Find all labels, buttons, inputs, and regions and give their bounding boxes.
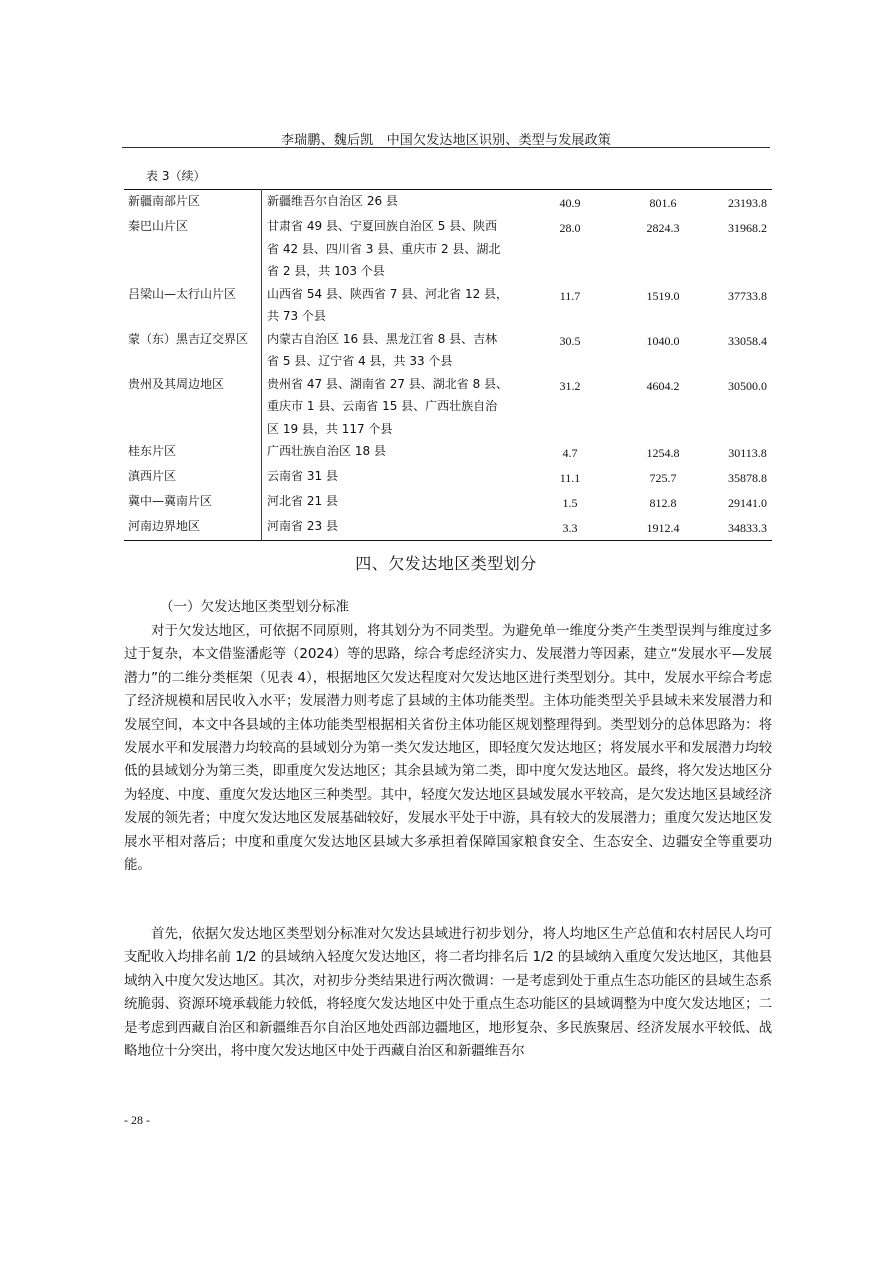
body-paragraph: 对于欠发达地区，可依据不同原则，将其划分为不同类型。为避免单一维度分类产生类型误判与维度过多过于复杂，本文借鉴潘彪等（2024）等的思路，综合考虑经济实力、发展潜力等因素，建立“发展水平—发展潜力”的二维分类框架（见表 4），根据地区欠发达程度对欠发达地区进行类型划分。其中，发展水平综合考虑了经济规模和居民收入水平；发展潜力则考虑了县域的主体功能类型。主体功能类型关乎县域未来发展潜力和发展空间，本文中各县域的主体功能类型根据相关省份主体功能区规划整理得到。类型划分的总体思路为：将发展水平和发展潜力均较高的县域划分为第一类欠发达地区，即轻度欠发达地区；将发展水平和发展潜力均较低的县域划分为第三类，即重度欠发达地区；其余县域为第二类，即中度欠发达地区。最终，将欠发达地区分为轻度、中度、重度欠发达地区三种类型。其中，轻度欠发达地区县域发展水平较高，是欠发达地区县域经济发展的领先者；中度欠发达地区发展基础较好，发展水平处于中游，具有较大的发展潜力；重度欠发达地区发展水平相对落后；中度和重度欠发达地区县域大多承担着保障国家粮食安全、生态安全、边疆安全等重要功能。 [124,623,772,874]
table-row [124,283,772,328]
value-cell: 1519.0 [646,288,680,303]
value-cell: 11.1 [559,471,581,485]
region-cell: 吕梁山—太行山片区 [128,286,237,301]
value-cell: 4604.2 [646,378,680,393]
value-cell: 30.5 [559,333,581,348]
value-cell: 23193.8 [728,196,767,210]
region-cell: 秦巴山片区 [128,219,189,233]
value-cell: 1040.0 [646,333,680,348]
counties-cell: 新疆维吾尔自治区 26 县 [262,190,518,216]
table-row [124,465,772,490]
region-cell: 蒙（东）黑吉辽交界区 [128,331,249,346]
value-cell: 11.7 [559,288,581,303]
value-cell: 4.7 [562,446,578,460]
value-cell: 725.7 [649,471,677,485]
value-cell: 35878.8 [728,471,767,485]
header-rule [122,147,770,148]
region-cell: 桂东片区 [128,444,177,458]
value-cell: 812.8 [649,496,677,510]
counties-cell: 河北省 21 县 [262,490,518,515]
table-row [124,190,772,216]
counties-cell: 甘肃省 49 县、宁夏回族自治区 5 县、陕西省 42 县、四川省 3 县、重庆市 2 县、湖北省 2 县，共 103 个县 [262,215,518,283]
counties-cell: 山西省 54 县、陕西省 7 县、河北省 12 县，共 73 个县 [262,283,518,328]
counties-cell: 广西壮族自治区 18 县 [262,440,518,465]
region-cell: 贵州及其周边地区 [128,376,225,391]
counties-cell: 内蒙古自治区 16 县、黑龙江省 8 县、吉林省 5 县、辽宁省 4 县，共 33 个县 [262,328,518,373]
region-cell: 新疆南部片区 [128,194,201,208]
value-cell: 1912.4 [646,521,680,535]
value-cell: 40.9 [559,196,581,210]
value-cell: 2824.3 [646,221,680,235]
table-body [124,190,772,541]
table-row [124,215,772,283]
page-number: - 28 - [124,1113,150,1127]
value-cell: 1254.8 [646,446,680,460]
value-cell: 31.2 [559,378,581,393]
counties-cell: 河南省 23 县 [262,515,518,541]
running-header: 李瑞鹏、魏后凯 中国欠发达地区识别、类型与发展政策 [280,133,611,148]
table-row [124,373,772,441]
value-cell: 29141.0 [728,496,767,510]
value-cell: 34833.3 [728,521,767,535]
value-cell: 801.6 [649,196,677,210]
counties-cell: 贵州省 47 县、湖南省 27 县、湖北省 8 县、重庆市 1 县、云南省 15 县、广西壮族自治区 19 县，共 117 个县 [262,373,518,441]
subsection-title: （一）欠发达地区类型划分标准 [160,599,349,615]
section-title: 四、欠发达地区类型划分 [355,554,537,573]
value-cell: 33058.4 [728,333,767,348]
table-row [124,490,772,515]
region-cell: 河南边界地区 [128,519,201,533]
region-cell: 冀中—冀南片区 [128,494,213,508]
value-cell: 30113.8 [728,446,767,460]
value-cell: 31968.2 [728,221,767,235]
table-row [124,440,772,465]
value-cell: 30500.0 [728,378,767,393]
region-cell: 滇西片区 [128,469,177,483]
body-paragraph: 首先，依据欠发达地区类型划分标准对欠发达县域进行初步划分，将人均地区生产总值和农村居民人均可支配收入均排名前 1/2 的县域纳入轻度欠发达地区，将二者均排名后 1/2 的县域纳入重度欠发达地区，其他县域纳入中度欠发达地区。其次，对初步分类结果进行两次微调：一是考虑到处于重点生态功能区的县域生态系统脆弱、资源环境承载能力较低，将轻度欠发达地区中处于重点生态功能区的县域调整为中度欠发达地区；二是考虑到西藏自治区和新疆维吾尔自治区地处西部边疆地区，地形复杂、多民族聚居、经济发展水平较低、战略地位十分突出，将中度欠发达地区中处于西藏自治区和新疆维吾尔 [124,926,772,1060]
data-table [124,189,772,541]
value-cell: 28.0 [559,221,581,235]
value-cell: 37733.8 [728,288,767,303]
value-cell: 1.5 [562,496,578,510]
table-caption: 表 3（续） [146,169,206,183]
table-row [124,328,772,373]
table-row [124,515,772,541]
value-cell: 3.3 [562,521,578,535]
counties-cell: 云南省 31 县 [262,465,518,490]
